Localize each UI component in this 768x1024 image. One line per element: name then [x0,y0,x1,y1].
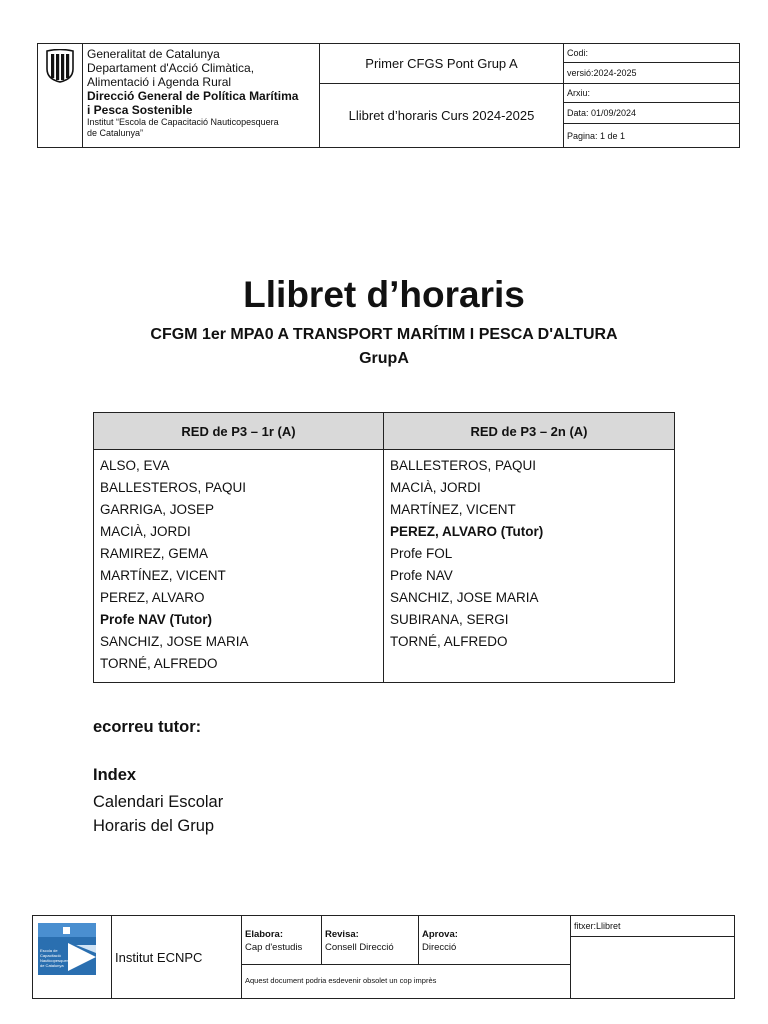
list-item: SUBIRANA, SERGI [390,612,509,627]
org-directorate-cont: i Pesca Sostenible [87,103,193,117]
list-item: SANCHIZ, JOSE MARIA [390,590,539,605]
index-item-calendar[interactable]: Calendari Escolar [93,793,224,811]
list-item: TORNÉ, ALFREDO [390,634,508,649]
groups-table [93,412,675,683]
list-item: MACIÀ, JORDI [100,524,191,539]
list-item: MACIÀ, JORDI [390,480,481,495]
subtitle-course: CFGM 1er MPA0 A TRANSPORT MARÍTIM I PESCA D'ALTURA [150,326,618,343]
org-name: Generalitat de Catalunya [87,47,220,61]
group2-list [390,455,543,653]
logo-text-line: Nauticopesquera [40,958,71,963]
list-item: BALLESTEROS, PAQUI [390,458,537,473]
document-header [37,43,740,148]
doc-meta [564,44,739,147]
index-list [93,790,223,838]
revisa-value: Consell Direcció [325,942,394,953]
subtitle-group: GrupA [359,350,409,367]
list-item: BALLESTEROS, PAQUI [100,480,247,495]
list-item: Profe FOL [390,546,453,561]
list-item: MARTÍNEZ, VICENT [390,502,516,517]
footer-obsolete-note: Aquest document podria esdevenir obsolet un cop imprès [242,965,571,998]
aprova-label: Aprova: [422,929,458,940]
index-heading: Index [93,766,137,784]
org-department-cont: Alimentació i Agenda Rural [87,75,232,89]
doc-title: Llibret d’horaris Curs 2024-2025 [348,108,535,123]
revisa-label: Revisa: [325,929,359,940]
tutor-email-label: ecorreu tutor: [93,718,202,736]
list-item: Profe NAV [390,568,453,583]
org-institute-cont: de Catalunya” [87,128,144,138]
ecnpc-logo [33,916,112,998]
org-institute: Institut “Escola de Capacitació Nauticopesquera [87,117,279,127]
meta-codi: Codi: [564,44,739,63]
group1-list [100,455,249,675]
elabora-value: Cap d'estudis [245,942,303,953]
list-item: MARTÍNEZ, VICENT [100,568,226,583]
page-title: Llibret d’horaris [243,274,525,315]
list-item: PEREZ, ALVARO [100,590,205,605]
list-item: ALSO, EVA [100,458,170,473]
org-directorate: Direcció General de Política Marítima [87,89,299,103]
meta-arxiu: Arxiu: [564,84,739,103]
meta-data: Data: 01/09/2024 [564,103,739,124]
group2-header: RED de P3 – 2n (A) [384,413,674,450]
logo-text-line: Capacitació [40,953,61,958]
course-name: Primer CFGS Pont Grup A [320,44,563,84]
aprova-value: Direcció [422,942,457,953]
index-item-schedule[interactable]: Horaris del Grup [93,817,215,835]
footer-revisa [322,916,419,965]
meta-versio: versió:2024-2025 [564,63,739,84]
list-item: RAMIREZ, GEMA [100,546,209,561]
page-subtitle [0,323,768,371]
group1-header: RED de P3 – 1r (A) [94,413,383,450]
header-title-block [320,44,564,147]
meta-pagina: Pagina: 1 de 1 [567,130,626,141]
list-item: TORNÉ, ALFREDO [100,656,218,671]
footer-file: fitxer:Llibret [571,916,734,937]
list-item: SANCHIZ, JOSE MARIA [100,634,249,649]
column-divider [383,413,384,682]
generalitat-logo [38,44,83,147]
elabora-label: Elabora: [245,929,284,940]
document-footer [32,915,735,999]
list-item: GARRIGA, JOSEP [100,502,215,517]
logo-text-line: de Catalunya [40,963,64,968]
organization-block [83,44,320,147]
list-item-tutor: Profe NAV (Tutor) [100,612,212,627]
ecnpc-logo-icon [38,923,96,975]
generalitat-emblem-icon [45,49,75,83]
logo-text-line: Escola de [40,948,58,953]
org-department: Departament d'Acció Climàtica, [87,61,255,75]
list-item-tutor: PEREZ, ALVARO (Tutor) [390,524,544,539]
footer-elabora [242,916,322,965]
footer-aprova [419,916,571,965]
footer-institution: Institut ECNPC [112,916,242,998]
